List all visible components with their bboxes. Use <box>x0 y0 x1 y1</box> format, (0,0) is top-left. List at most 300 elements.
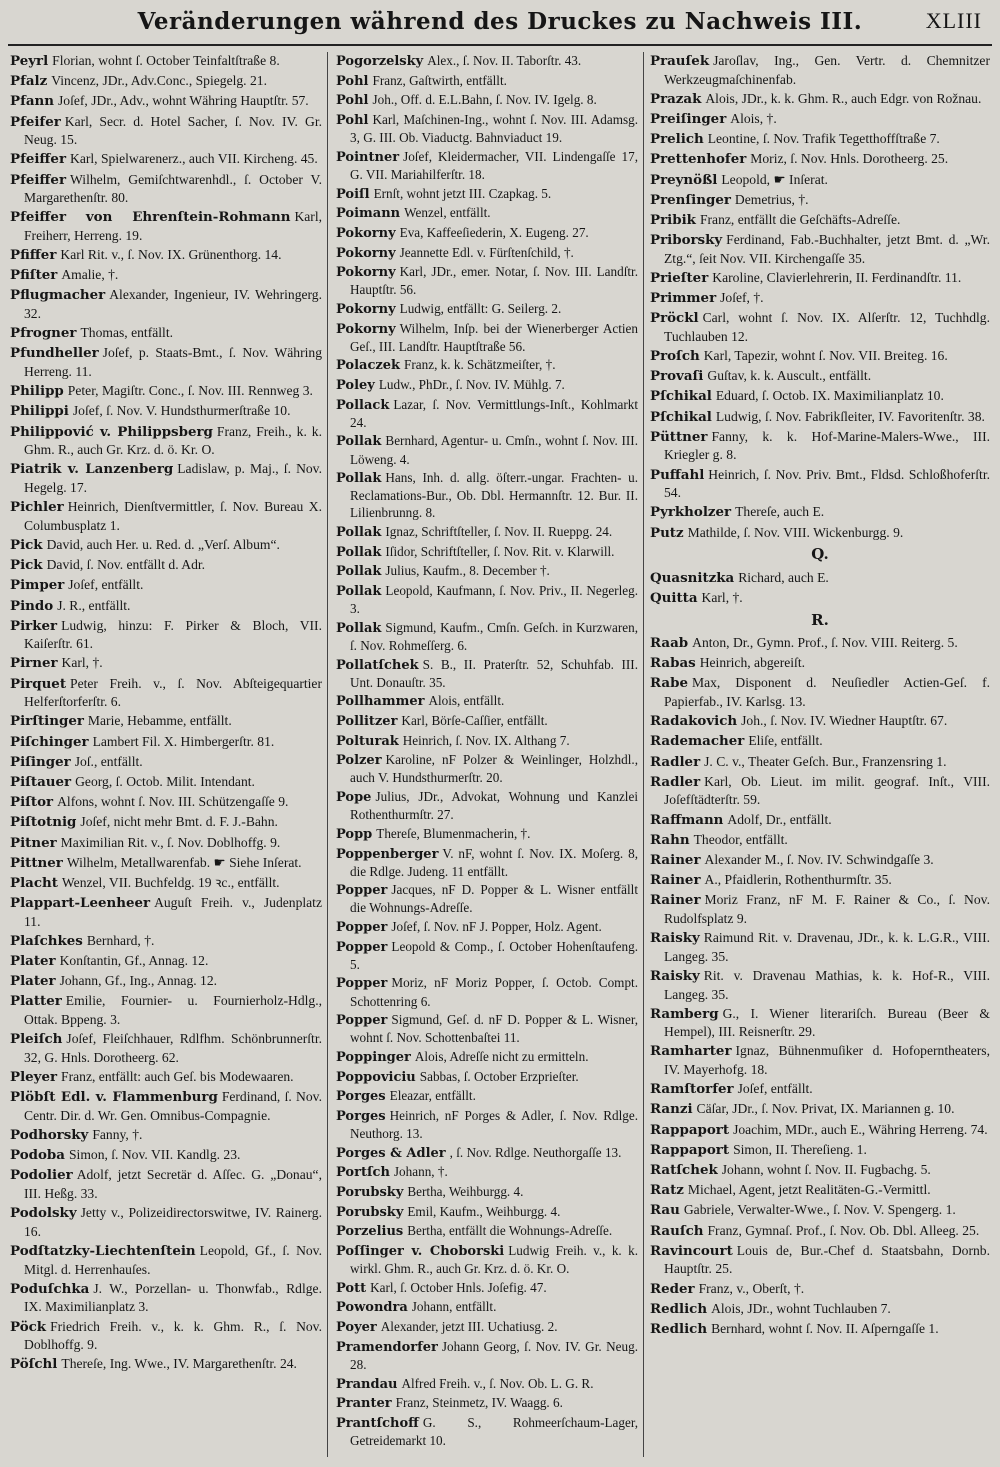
entry-name: Pirſtinger <box>10 713 84 730</box>
directory-entry <box>10 712 322 731</box>
directory-entry <box>650 654 990 673</box>
entry-text: Karl, †. <box>701 589 743 605</box>
entry-text: Ludwig, hinzu: F. Pirker & Bloch, VII. Kaiſerſtr. 61. <box>24 617 322 652</box>
entry-text: Franz, entfällt: auch Geſ. bis Modewaaren. <box>61 1069 294 1085</box>
entry-text: Joh., ſ. Nov. IV. Wiedner Hauptſtr. 67. <box>741 713 948 729</box>
directory-entry <box>336 1203 638 1221</box>
entry-text: Karoline, Clavierlehrerin, II. Ferdinandſtr. 11. <box>712 269 962 285</box>
directory-entry <box>650 211 990 230</box>
directory-entry <box>650 1201 990 1220</box>
entry-name: Pranter <box>336 1396 392 1412</box>
entry-text: Thereſe, Ing. Wwe., IV. Margarethenſtr. 24. <box>61 1356 297 1372</box>
directory-entry <box>650 634 990 653</box>
directory-entry <box>650 191 990 210</box>
entry-text: Thomas, entfällt. <box>80 325 173 341</box>
page-title: Veränderungen während des Druckes zu Nachweis III. <box>137 8 863 35</box>
entry-text: Joſef, entfällt. <box>68 577 144 593</box>
directory-entry <box>650 387 990 406</box>
entry-name: Podolsky <box>10 1205 77 1222</box>
entry-name: Prieſter <box>650 269 709 286</box>
directory-entry <box>650 130 990 149</box>
directory-entry <box>336 396 638 431</box>
entry-name: Pollatſchek <box>336 657 419 673</box>
entry-name: Pleiſch <box>10 1031 63 1048</box>
entry-text: David, auch Her. u. Red. d. „Verſ. Album“. <box>46 536 280 552</box>
entry-text: Joh., Off. d. E.L.Bahn, ſ. Nov. IV. Igelg. 8. <box>372 92 597 108</box>
directory-entry <box>650 90 990 109</box>
page-number: XLIII <box>925 8 982 33</box>
directory-entry <box>336 244 638 262</box>
entry-text: Heinrich, ſ. Nov. Priv. Bmt., Fldsd. Schloßhoferſtr. 54. <box>664 466 990 501</box>
entry-text: Richard, auch E. <box>738 569 829 585</box>
directory-entry <box>650 171 990 190</box>
entry-text: Bernhard, wohnt ſ. Nov. II. Aſperngaſſe 1. <box>711 1320 939 1336</box>
entry-name: Piſchinger <box>10 733 89 750</box>
page-header <box>0 4 1000 38</box>
entry-name: Piſtauer <box>10 774 72 790</box>
entry-text: Adolf, Dr., entfällt. <box>727 811 832 827</box>
entry-name: Pollak <box>336 525 382 541</box>
directory-entry <box>10 1280 322 1316</box>
entry-text: Bernhard, †. <box>86 932 155 948</box>
entry-text: Anton, Dr., Gymn. Prof., ſ. Nov. VIII. Reiterg. 5. <box>692 635 958 651</box>
directory-entry <box>336 320 638 355</box>
entry-name: Poppenberger <box>336 846 439 862</box>
directory-entry <box>10 324 322 343</box>
entry-text: Sigmund, Geſ. d. nF D. Popper & L. Wisner, wohnt ſ. Nov. Schottenbaſtei 11. <box>350 1012 638 1046</box>
directory-entry <box>650 929 990 965</box>
directory-entry <box>650 289 990 308</box>
entry-name: Piſinger <box>10 753 71 770</box>
directory-entry <box>650 1242 990 1278</box>
directory-entry <box>336 356 638 374</box>
entry-text: Lazar, ſ. Nov. Vermittlungs-Inſt., Kohlmarkt 24. <box>350 396 638 430</box>
directory-entry <box>10 753 322 772</box>
entry-name: Poyer <box>336 1320 377 1336</box>
entry-name: Pſchikal <box>650 408 712 425</box>
entry-text: Joſef, entfällt. <box>737 1081 813 1097</box>
entry-text: Leopold, Kaufmann, ſ. Nov. Priv., II. Negerleg. 3. <box>350 583 638 617</box>
entry-name: Pirner <box>10 655 58 672</box>
entry-name: Pröckl <box>650 310 699 327</box>
entry-name: Quitta <box>650 589 698 606</box>
entry-name: Rahn <box>650 831 690 848</box>
entry-text: Raimund Rit. v. Dravenau, JDr., k. k. L.G.R., VIII. Langeg. 35. <box>664 930 990 964</box>
directory-entry <box>650 773 990 809</box>
directory-entry <box>10 344 322 380</box>
entry-text: Alexander, jetzt III. Uchatiusg. 2. <box>380 1319 558 1335</box>
column-3 <box>650 52 990 1457</box>
directory-entry <box>650 347 990 366</box>
directory-entry <box>336 845 638 880</box>
entry-name: Prettenhofer <box>650 151 747 168</box>
directory-entry <box>650 891 990 927</box>
directory-entry <box>650 1080 990 1099</box>
entry-text: Joſ., entfällt. <box>74 753 143 769</box>
entry-text: Moriz Franz, nF M. F. Rainer & Co., ſ. Nov. Rudolfsplatz 9. <box>664 892 990 926</box>
entry-text: Alfred Freih. v., ſ. Nov. Ob. L. G. R. <box>401 1375 594 1391</box>
entry-name: Ramberg <box>650 1005 719 1022</box>
entry-name: Pokorny <box>336 321 396 337</box>
entry-name: Pichler <box>10 499 64 516</box>
entry-text: Karl, JDr., emer. Notar, ſ. Nov. III. Landſtr. Hauptſtr. 56. <box>350 264 638 298</box>
entry-name: Philippi <box>10 403 69 420</box>
entry-name: Portſch <box>336 1165 390 1181</box>
entry-name: Plater <box>10 953 56 970</box>
entry-name: Poley <box>336 378 375 394</box>
directory-entry <box>336 1242 638 1277</box>
entry-text: Karl, Spielwarenerz., auch VII. Kircheng. 45. <box>70 151 318 167</box>
entry-text: Karl, Tapezir, wohnt ſ. Nov. VII. Breiteg. 16. <box>703 348 948 364</box>
entry-name: Prauſek <box>650 53 710 69</box>
entry-text: Georg, ſ. Octob. Milit. Intendant. <box>75 774 255 789</box>
entry-text: Bertha, Weihburgg. 4. <box>407 1184 524 1200</box>
entry-name: Pohl <box>336 93 369 109</box>
directory-entry <box>10 894 322 930</box>
entry-text: Jacques, nF D. Popper & L. Wisner entfällt die Wohnungs-Adreſſe. <box>350 882 638 916</box>
directory-entry <box>10 1030 322 1066</box>
entry-name: Proſch <box>650 348 700 365</box>
column-2 <box>336 52 638 1457</box>
entry-name: Pfeifer <box>10 113 61 130</box>
entry-name: Pittner <box>10 854 63 871</box>
entry-text: Heinrich, ſ. Nov. IX. Althang 7. <box>402 732 570 748</box>
header-rule <box>8 44 992 46</box>
entry-name: Porzelius <box>336 1224 404 1240</box>
directory-entry <box>650 524 990 543</box>
column-divider-1 <box>327 52 328 1457</box>
entry-text: Eleazar, entfällt. <box>389 1088 476 1104</box>
entry-name: Prenſinger <box>650 191 731 208</box>
entry-name: Peyrl <box>10 53 49 69</box>
entry-text: Jaroſlav, Ing., Gen. Vertr. d. Chemnitzer Werkzeugmaſchinenfab. <box>664 53 990 87</box>
entry-text: Leopold, Gf., ſ. Nov. Mitgl. d. Herrenhauſes. <box>24 1242 322 1277</box>
entry-text: Mathilde, ſ. Nov. VIII. Wickenburgg. 9. <box>687 524 904 540</box>
entry-text: Gabriele, Verwalter-Wwe., ſ. Nov. V. Spengerg. 1. <box>683 1202 956 1218</box>
directory-entry <box>650 871 990 890</box>
entry-text: Lambert Fil. X. Himbergerſtr. 81. <box>92 733 275 749</box>
entry-name: Prandau <box>336 1376 398 1392</box>
entry-text: G. S., Rohmeerſchaum-Lager, Getreidemarkt 10. <box>350 1414 638 1448</box>
entry-name: Pick <box>10 557 43 574</box>
entry-text: David, ſ. Nov. entfällt d. Adr. <box>46 557 206 573</box>
directory-entry <box>336 1011 638 1046</box>
entry-name: Pollak <box>336 620 382 636</box>
entry-text: Julius, Kaufm., 8. December †. <box>385 563 550 579</box>
entry-text: Ludw., PhDr., ſ. Nov. IV. Mühlg. 7. <box>378 377 565 393</box>
directory-entry <box>336 376 638 394</box>
entry-name: Rainer <box>650 872 701 889</box>
directory-entry <box>336 1318 638 1336</box>
directory-entry <box>10 72 322 91</box>
directory-entry <box>10 382 322 401</box>
entry-text: Karl Rit. v., ſ. Nov. IX. Grünenthorg. 14. <box>60 247 282 263</box>
entry-text: Joſef, ſ. Nov. V. Hundsthurmerſtraße 10. <box>72 403 291 419</box>
directory-entry <box>10 733 322 752</box>
entry-text: Guſtav, k. k. Auscult., entfällt. <box>707 368 872 384</box>
entry-text: Emil, Kaufm., Weihburgg. 4. <box>407 1203 561 1219</box>
entry-name: Pokorny <box>336 301 396 317</box>
entry-text: Alois, JDr., k. k. Ghm. R., auch Edgr. von Rožnau. <box>705 90 982 106</box>
directory-entry <box>10 952 322 971</box>
directory-entry <box>336 1107 638 1142</box>
directory-entry <box>650 503 990 522</box>
directory-entry <box>10 932 322 951</box>
directory-entry <box>650 1100 990 1119</box>
entry-name: Popper <box>336 883 388 899</box>
directory-entry <box>10 266 322 285</box>
entry-name: Redlich <box>650 1300 708 1317</box>
entry-text: Wilhelm, Inſp. bei der Wienerberger Actien Geſ., III. Landſtr. Hauptſtraße 56. <box>350 320 638 354</box>
entry-text: Amalie, †. <box>61 267 119 283</box>
entry-name: Rabas <box>650 655 696 672</box>
entry-text: Joſef, nicht mehr Bmt. d. F. J.-Bahn. <box>80 814 278 830</box>
entry-name: Radakovich <box>650 713 738 730</box>
entry-name: Pollak <box>336 471 382 487</box>
entry-text: Franz, Freih., k. k. Ghm. R., auch Gr. Krz. d. ö. Kr. O. <box>24 423 322 458</box>
entry-name: Pick <box>10 536 43 553</box>
directory-entry <box>10 1204 322 1240</box>
entry-text: Eliſe, entfällt. <box>748 733 823 749</box>
entry-name: Pfundheller <box>10 345 99 362</box>
entry-text: Ignaz, Schriftſteller, ſ. Nov. II. Rueppg. 24. <box>385 524 613 540</box>
directory-entry <box>336 938 638 973</box>
directory-entry <box>336 1298 638 1316</box>
entry-name: Raisky <box>650 930 700 947</box>
section-letter: Q. <box>811 545 829 564</box>
entry-name: Poppoviciu <box>336 1069 416 1085</box>
entry-text: Franz, Gaſtwirth, entfällt. <box>372 72 507 88</box>
entry-text: Ladislaw, p. Maj., ſ. Nov. Hegelg. 17. <box>24 461 322 495</box>
entry-name: Plöbſt Edl. v. Flammenburg <box>10 1089 218 1106</box>
entry-name: Rabe <box>650 675 688 692</box>
entry-text: Sigmund, Kaufm., Cmſn. Geſch. in Kurzwaren, ſ. Nov. Rohmeſſerg. 6. <box>350 619 638 653</box>
entry-text: Johann, wohnt ſ. Nov. II. Fugbachg. 5. <box>721 1162 931 1177</box>
directory-entry <box>336 523 638 541</box>
entry-name: Polaczek <box>336 358 401 374</box>
entry-name: Ratſchek <box>650 1162 718 1178</box>
directory-entry <box>10 286 322 322</box>
entry-name: Pollitzer <box>336 713 398 729</box>
entry-text: Friedrich Freih. v., k. k. Ghm. R., ſ. Nov. Doblhoffg. 9. <box>24 1318 322 1353</box>
entry-name: Pfeiffer von Ehrenſtein-Rohmann <box>10 209 291 226</box>
entry-text: A., Pfaidlerin, Rothenthurmſtr. 35. <box>704 872 892 888</box>
entry-text: J. W., Porzellan- u. Thonwfab., Rdlge. IX. Maximilianplatz 3. <box>24 1280 322 1315</box>
directory-entry <box>336 1068 638 1086</box>
directory-entry <box>336 185 638 203</box>
directory-entry <box>650 569 990 588</box>
entry-text: Leontine, ſ. Nov. Trafik Tegetthoffſtraße 7. <box>707 131 940 147</box>
entry-name: Popper <box>336 920 388 935</box>
directory-entry <box>10 597 322 616</box>
entry-text: J. R., entfällt. <box>57 597 131 613</box>
entry-name: Pleyer <box>10 1069 58 1086</box>
entry-name: Rappaport <box>650 1141 730 1158</box>
entry-text: Fanny, †. <box>92 1127 143 1142</box>
entry-name: Pfrogner <box>10 325 77 342</box>
directory-entry <box>336 1144 638 1162</box>
directory-entry <box>10 992 322 1028</box>
entry-name: Pfalz <box>10 73 48 90</box>
directory-entry <box>336 1338 638 1373</box>
entry-name: Pirquet <box>10 675 67 692</box>
entry-name: Platter <box>10 993 62 1010</box>
entry-text: Simon, II. Thereſieng. 1. <box>733 1141 867 1157</box>
directory-entry <box>10 556 322 575</box>
entry-text: Alois, Adreſſe nicht zu ermitteln. <box>414 1048 589 1064</box>
directory-entry <box>336 1279 638 1297</box>
entry-name: Popper <box>336 976 388 992</box>
entry-name: Pfiſter <box>10 267 58 284</box>
entry-name: Rauſch <box>650 1222 704 1239</box>
entry-name: Pollak <box>336 544 382 560</box>
entry-name: Radler <box>650 773 701 790</box>
entry-text: Franz, entfällt die Geſchäfts-Adreſſe. <box>699 211 901 227</box>
entry-text: Julius, JDr., Advokat, Wohnung und Kanzlei Rothenthurmſtr. 27. <box>350 789 638 823</box>
directory-entry <box>336 562 638 580</box>
entry-text: Cäſar, JDr., ſ. Nov. Privat, IX. Mariannen g. 10. <box>696 1101 955 1117</box>
entry-text: Fanny, k. k. Hof-Marine-Malers-Wwe., III. Kriegler g. 8. <box>664 428 990 463</box>
directory-entry <box>10 793 322 812</box>
entry-name: Prelich <box>650 131 704 148</box>
entry-text: Moriz, ſ. Nov. Hnls. Dorotheerg. 25. <box>750 151 949 167</box>
entry-name: Pſchikal <box>650 388 712 405</box>
entry-text: Alois, JDr., wohnt Tuchlauben 7. <box>711 1300 891 1316</box>
directory-entry <box>650 231 990 267</box>
entry-text: Wilhelm, Gemiſchtwarenhdl., ſ. October V. Margarethenſtr. 80. <box>24 171 322 206</box>
directory-entry <box>336 72 638 90</box>
directory-entry <box>10 813 322 832</box>
directory-entry <box>650 1280 990 1299</box>
entry-name: Podhorsky <box>10 1127 89 1143</box>
entry-text: Alexander, Ingenieur, IV. Wehringerg. 32. <box>24 287 322 322</box>
entry-text: , ſ. Nov. Rdlge. Neuthorgaſſe 13. <box>449 1144 622 1160</box>
entry-text: Vincenz, JDr., Adv.Conc., Spiegelg. 21. <box>51 73 267 89</box>
entry-name: Pogorzelsky <box>336 54 424 69</box>
entry-name: Pramendorfer <box>336 1339 438 1355</box>
entry-text: Johann, entfällt. <box>411 1299 497 1315</box>
directory-entry <box>336 751 638 786</box>
entry-text: Ludwig, entfällt: G. Seilerg. 2. <box>399 300 562 316</box>
entry-name: Poimann <box>336 206 401 222</box>
entry-text: Alois, entfällt. <box>428 693 505 709</box>
entry-name: Polzer <box>336 753 382 769</box>
directory-entry <box>10 1242 322 1278</box>
directory-entry <box>10 1146 322 1165</box>
directory-entry <box>336 1222 638 1240</box>
entry-text: Karl, Börſe-Caſſier, entfällt. <box>401 712 548 728</box>
entry-name: Pokorny <box>336 225 396 241</box>
directory-entry <box>650 1300 990 1319</box>
entry-text: Joſef, Kleidermacher, VII. Lindengaſſe 17, G. VII. Mariahilferſtr. 18. <box>350 148 638 182</box>
directory-entry <box>336 469 638 521</box>
entry-text: Franz, k. k. Schätzmeiſter, †. <box>404 357 556 373</box>
entry-name: Pindo <box>10 597 54 614</box>
entry-name: Rainer <box>650 851 701 868</box>
entry-name: Preynößl <box>650 171 718 188</box>
entry-text: Florian, wohnt ſ. October Teinfaltſtraße 8. <box>52 53 280 68</box>
entry-name: Porges <box>336 1089 386 1105</box>
directory-entry <box>650 811 990 830</box>
entry-text: Karl, Ob. Lieut. im milit. geograf. Inſt., VIII. Joſefſtädterſtr. 59. <box>664 773 990 808</box>
entry-name: Pribik <box>650 211 696 228</box>
entry-text: Max, Disponent d. Neuſiedler Actien-Geſ. f. Papierfab., IV. Karlsg. 13. <box>664 675 990 710</box>
entry-name: Pfeiffer <box>10 151 67 168</box>
entry-name: Porges <box>336 1108 386 1124</box>
directory-entry <box>650 150 990 169</box>
directory-entry <box>10 654 322 673</box>
directory-entry <box>336 1414 638 1449</box>
entry-name: Pyrkholzer <box>650 504 732 521</box>
directory-entry <box>650 732 990 751</box>
directory-entry <box>10 1068 322 1087</box>
entry-text: Ernſt, wohnt jetzt III. Czapkag. 5. <box>373 185 552 201</box>
directory-entry <box>650 1161 990 1180</box>
entry-name: Provaſi <box>650 368 704 385</box>
entry-name: Ramharter <box>650 1043 732 1060</box>
directory-entry <box>10 1318 322 1354</box>
directory-entry <box>650 1042 990 1078</box>
entry-text: Johann Georg, ſ. Nov. IV. Gr. Neug. 28. <box>350 1338 638 1372</box>
entry-text: Alois, †. <box>730 110 777 126</box>
entry-text: Michael, Agent, jetzt Realitäten-G.-Vermittl. <box>687 1182 931 1198</box>
entry-text: Iſidor, Schriftſteller, ſ. Nov. Rit. v. Klarwill. <box>385 543 615 559</box>
directory-entry <box>650 1181 990 1200</box>
directory-entry <box>10 498 322 534</box>
entry-text: Wenzel, entfällt. <box>404 205 491 221</box>
entry-text: G., I. Wiener literariſch. Bureau (Beer & Hempel), III. Reisnerſtr. 29. <box>664 1005 990 1040</box>
entry-name: Quasnitzka <box>650 569 735 586</box>
entry-name: Radler <box>650 753 701 770</box>
directory-entry <box>650 851 990 870</box>
entry-text: Bernhard, Agentur- u. Cmſn., wohnt ſ. Nov. III. Löweng. 4. <box>350 433 638 467</box>
entry-name: Raab <box>650 635 689 652</box>
entry-name: Podolier <box>10 1167 73 1184</box>
entry-name: Rappaport <box>650 1121 730 1138</box>
directory-entry <box>650 309 990 345</box>
entry-name: Plaſchkes <box>10 932 83 949</box>
directory-entry <box>336 918 638 936</box>
directory-entry <box>650 674 990 710</box>
directory-entry <box>336 1163 638 1181</box>
directory-entry <box>336 712 638 730</box>
directory-entry <box>10 423 322 459</box>
directory-entry <box>336 582 638 617</box>
entry-text: Ludwig, ſ. Nov. Fabrikſleiter, IV. Favoritenſtr. 38. <box>715 408 985 424</box>
entry-name: Püttner <box>650 428 708 445</box>
directory-entry <box>336 1183 638 1201</box>
directory-entry <box>10 92 322 111</box>
entry-name: Popper <box>336 939 388 955</box>
directory-entry <box>336 148 638 183</box>
entry-text: Heinrich, abgereiſt. <box>699 655 806 671</box>
directory-entry <box>10 617 322 653</box>
entry-text: Louis de, Bur.-Chef d. Staatsbahn, Dornb. Hauptſtr. 25. <box>664 1242 990 1277</box>
directory-entry <box>336 263 638 298</box>
directory-entry <box>336 656 638 691</box>
entry-text: Alexander M., ſ. Nov. IV. Schwindgaſſe 3. <box>704 851 934 867</box>
entry-name: Pollak <box>336 584 382 600</box>
entry-text: S. B., II. Praterſtr. 52, Schuhfab. III. Unt. Donauſtr. 35. <box>350 656 638 690</box>
entry-text: Theodor, entfällt. <box>693 831 788 847</box>
entry-name: Pöſchl <box>10 1356 58 1373</box>
entry-name: Raisky <box>650 967 700 984</box>
entry-text: Leopold & Comp., ſ. October Hohenſtaufeng. 5. <box>350 938 638 972</box>
directory-entry <box>336 52 638 70</box>
entry-name: Reder <box>650 1280 695 1297</box>
entry-name: Pollak <box>336 434 382 450</box>
entry-text: Demetrius, †. <box>734 191 809 207</box>
